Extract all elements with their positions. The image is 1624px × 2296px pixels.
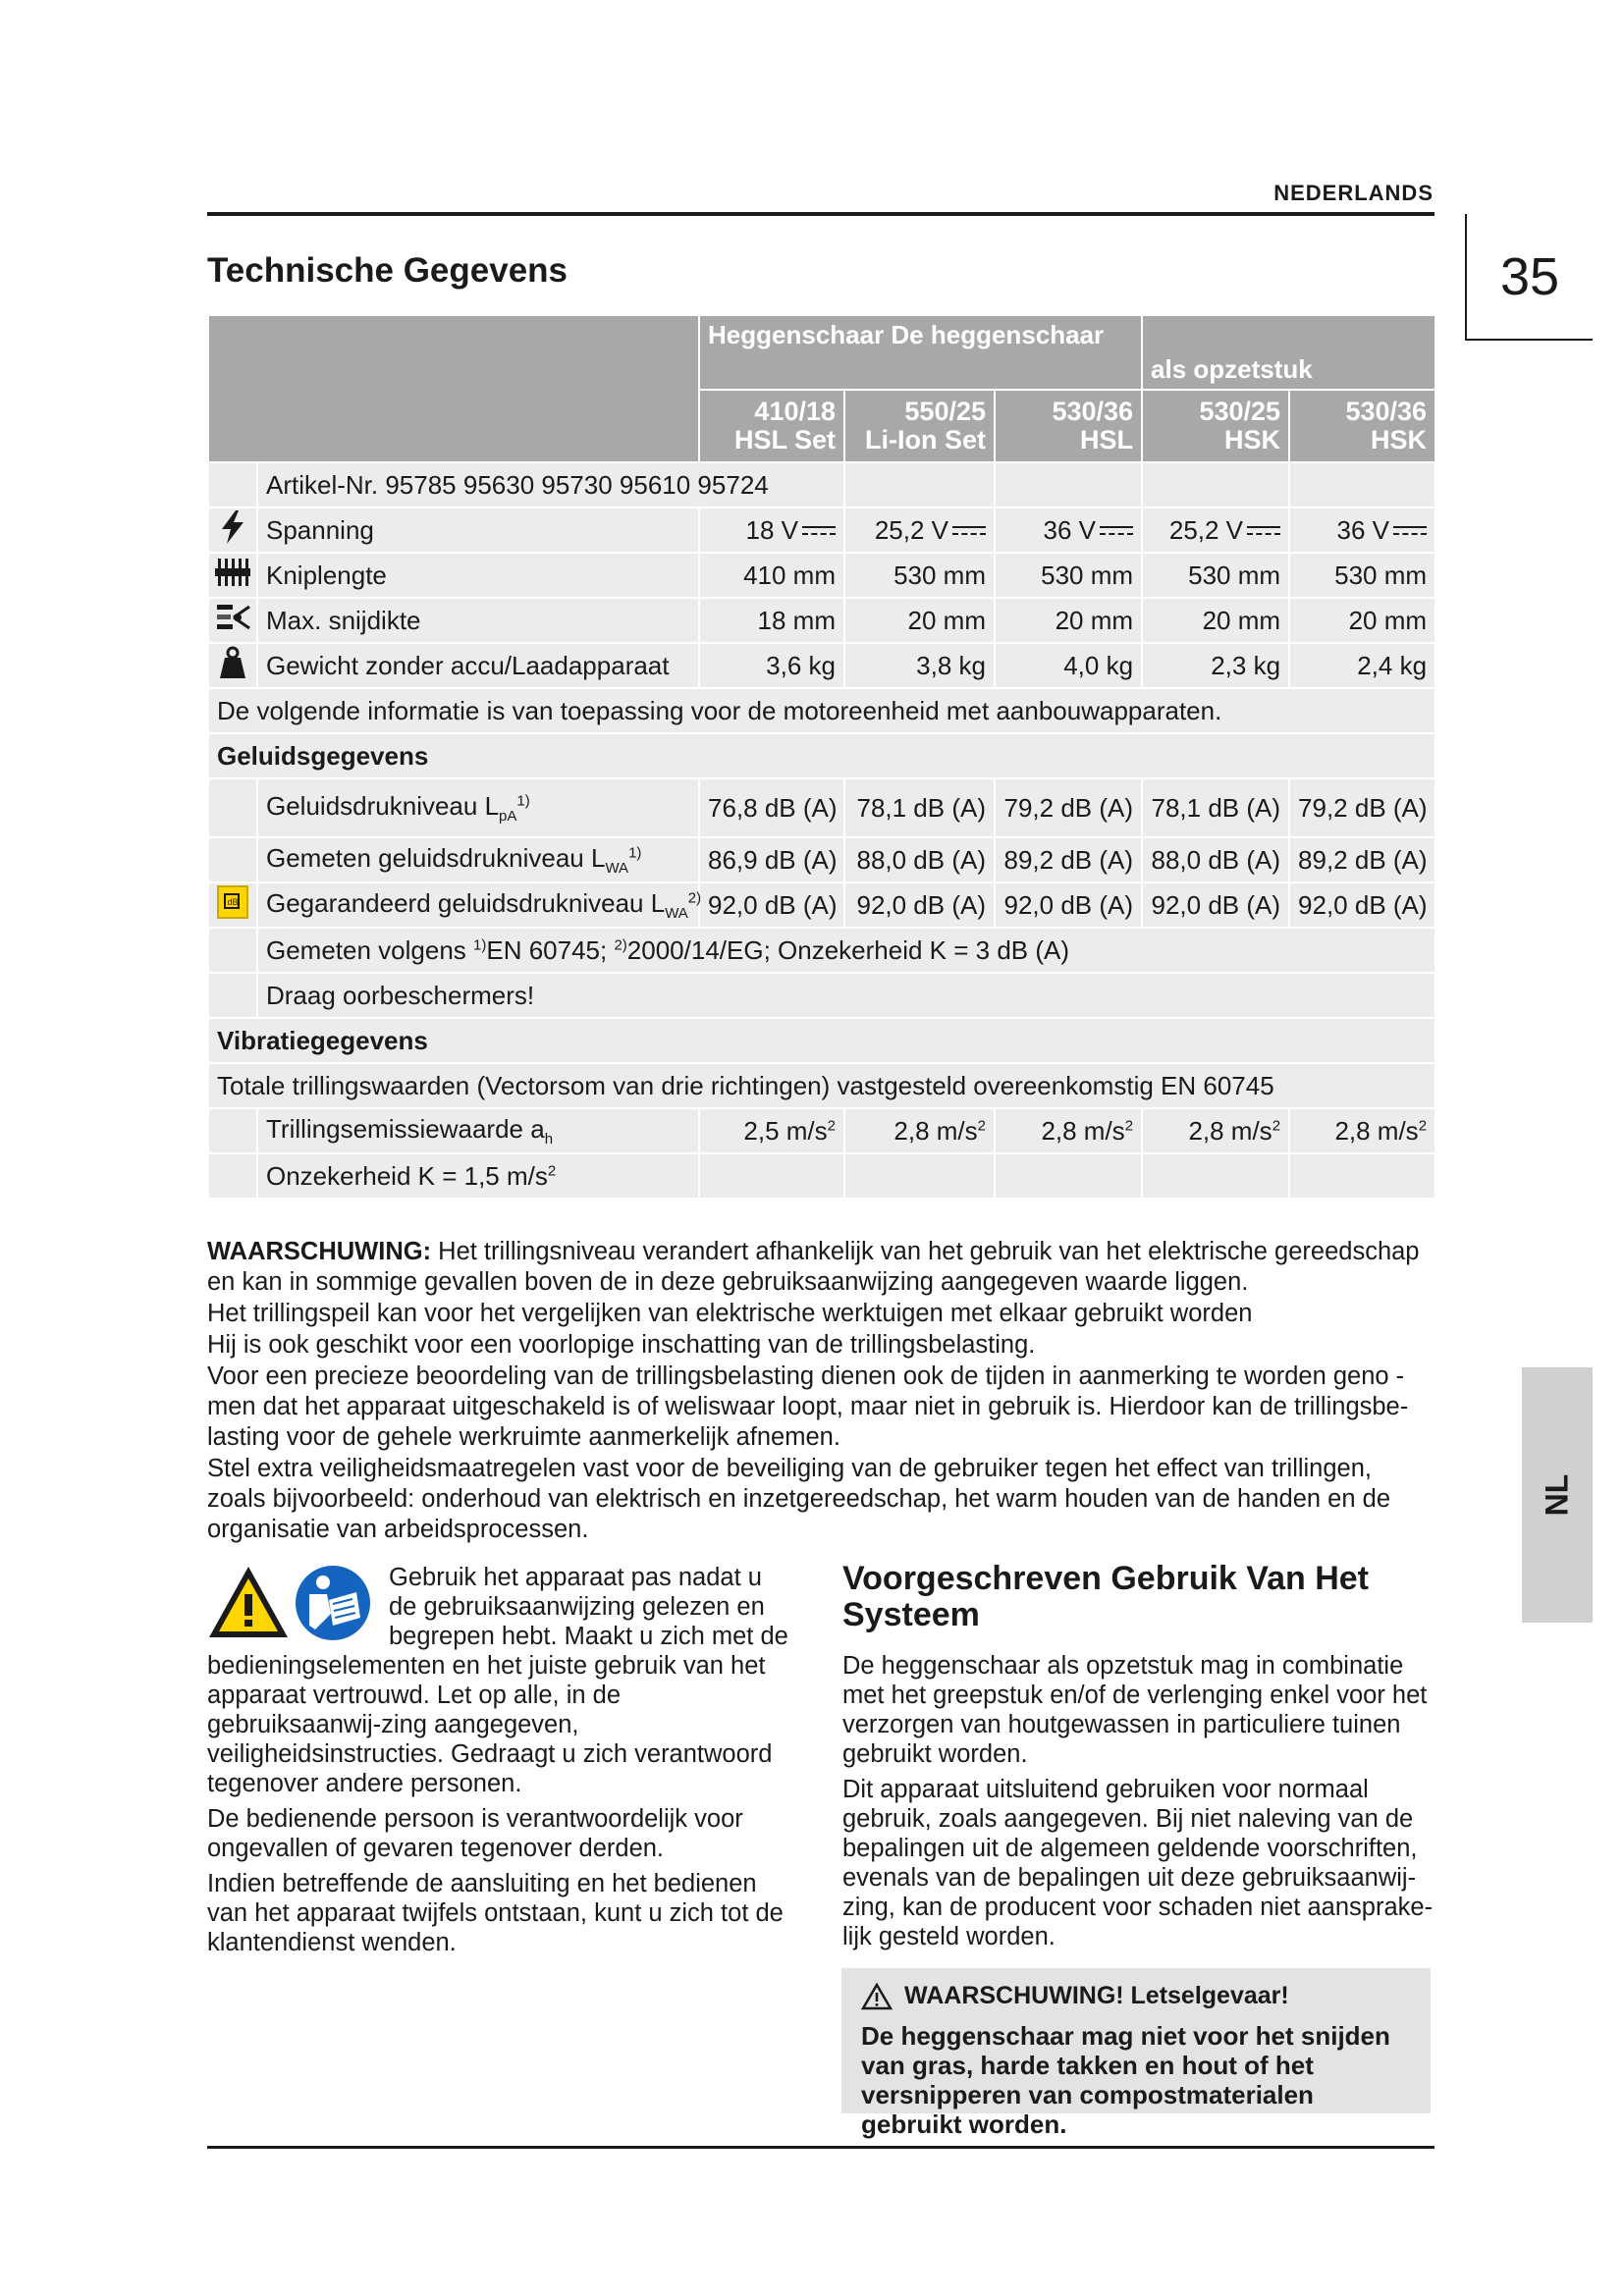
- top-rule: [207, 212, 1435, 216]
- model-header: 530/36 HSK: [1289, 390, 1435, 462]
- uncertainty-label: Onzekerheid K = 1,5 $m/s^2$: [257, 1153, 699, 1199]
- spec-value: 2,3 kg: [1142, 643, 1289, 688]
- spec-value: 36 V: [995, 507, 1142, 553]
- noise-value: 92,0 dB (A): [1289, 882, 1435, 928]
- warning-triangle-outline-icon: [861, 1983, 893, 2010]
- noise-label: Gemeten geluidsdrukniveau $L_{WA}^{1)}$: [257, 837, 699, 882]
- warning-paragraph: Stel extra veiligheidsmaatregelen vast voor de beveiliging van de gebruiker tegen het effect van trillingen, zoals bijvoorbeeld: onderhoud van elektrisch en inzetgereedschap, het warm houden van de handen en de organisatie van arbeidsprocessen.: [207, 1455, 1390, 1543]
- spec-value: 36 V: [1289, 507, 1435, 553]
- spec-value: 25,2 V: [1142, 507, 1289, 553]
- spec-label: Gewicht zonder accu/Laadapparaat: [257, 643, 699, 688]
- usage-paragraph: Gebruik het apparaat pas nadat u de gebruiksaanwijzing gelezen en begrepen hebt. Maakt u zich met de bedieningselementen en het juiste gebruik van het apparaat vertrouwd. Let op alle, in de gebruiksaanwij-zing aangegeven, veiligheidsinstructies. Gedraagt u zich verantwoord tegenover andere personen.: [207, 1564, 788, 1797]
- noise-value: 92,0 dB (A): [844, 882, 995, 928]
- warning-label: WAARSCHUWING:: [207, 1238, 432, 1265]
- warning-paragraph: Hij is ook geschikt voor een voorlopige inschatting van de trillingsbelasting.: [207, 1331, 1036, 1359]
- warning-triangle-icon: [209, 1567, 288, 1637]
- artikel-row: Artikel-Nr. 95785 95630 95730 95610 95724: [257, 462, 844, 507]
- spec-value: 20 mm: [844, 598, 995, 643]
- spec-value: 2,4 kg: [1289, 643, 1435, 688]
- vibration-info: Totale trillingswaarden (Vectorsom van drie richtingen) vastgesteld overeenkomstig EN 60745: [208, 1063, 1435, 1108]
- noise-value: 89,2 dB (A): [995, 837, 1142, 882]
- noise-value: 86,9 dB (A): [699, 837, 844, 882]
- noise-label: Gegarandeerd geluidsdrukniveau $L_{WA}^{2)}$: [257, 882, 699, 928]
- model-header: 550/25 Li-Ion Set: [844, 390, 995, 462]
- vibration-value: 2,8 $m/s^2$: [1289, 1108, 1435, 1153]
- vibration-warning: WAARSCHUWING: Het trillingsniveau verandert afhankelijk van het gebruik van het elektrische gereedschap en kan in sommige gevallen boven de in deze gebruiksaanwijzing aangegeven waarde liggen. Het trillingspeil kan voor het vergelijken van elektrische werktuigen met elkaar gebruikt worden Hij is ook geschikt voor een voorlopige inschatting van de trillingsbelasting. Voor een precieze beoordeling van de trillingsbelasting dienen ook de tijden in aanmerking te worden geno - men dat het apparaat uitgeschakeld is of weliswaar loopt, maar niet in gebruik is. Hierdoor kan de trillingsbe-lasting voor de gehele werkruimte aanmerkelijk afnemen. Stel extra veiligheidsmaatregelen vast voor de beveiliging van de gebruiker tegen het effect van trillingen, zoals bijvoorbeeld: onderhoud van elektrisch en inzetgereedschap, het warm houden van de handen en de organisatie van arbeidsprocessen.: [207, 1237, 1430, 1546]
- noise-heading: Geluidsgegevens: [208, 733, 1435, 778]
- language-side-tab: [1522, 1367, 1593, 1623]
- spec-value: 3,8 kg: [844, 643, 995, 688]
- safety-icons: [207, 1563, 389, 1643]
- vibration-heading: Vibratiegegevens: [208, 1018, 1435, 1063]
- warning-box-body: De heggenschaar mag niet voor het snijden van gras, harde takken en hout of het versnipperen van compostmaterialen gebruikt worden.: [861, 2021, 1390, 2139]
- warning-paragraph: Het trillingspeil kan voor het vergelijken van elektrische werktuigen met elkaar gebruikt worden: [207, 1300, 1253, 1327]
- noise-value: 78,1 dB (A): [844, 778, 995, 837]
- spec-value: 410 mm: [699, 553, 844, 598]
- spec-value: 3,6 kg: [699, 643, 844, 688]
- injury-warning-box: [841, 1968, 1431, 2139]
- noise-value: 88,0 dB (A): [1142, 837, 1289, 882]
- spec-value: 18 mm: [699, 598, 844, 643]
- spec-value: 20 mm: [1289, 598, 1435, 643]
- vibration-value: 2,8 $m/s^2$: [995, 1108, 1142, 1153]
- ear-protection-note: Draag oorbeschermers!: [257, 973, 1435, 1018]
- weight-icon: [208, 643, 257, 688]
- warning-paragraph: Voor een precieze beoordeling van de trillingsbelasting dienen ook de tijden in aanmerking te worden geno - men dat het apparaat uitgeschakeld is of weliswaar loopt, maar niet in gebruik is. Hierdoor kan de trillingsbe-lasting voor de gehele werkruimte aanmerkelijk afnemen.: [207, 1362, 1409, 1451]
- lightning-icon: [208, 507, 257, 553]
- noise-value: 76,8 dB (A): [699, 778, 844, 837]
- vibration-value: 2,8 $m/s^2$: [844, 1108, 995, 1153]
- model-header: 530/25 HSK: [1142, 390, 1289, 462]
- spec-value: 20 mm: [1142, 598, 1289, 643]
- branch-icon: [208, 598, 257, 643]
- table-corner: [208, 315, 699, 462]
- page-number: 35: [1465, 214, 1593, 341]
- side-tab-label: NL: [1539, 1473, 1575, 1517]
- bottom-rule: [207, 2146, 1435, 2149]
- spec-value: 18 V: [699, 507, 844, 553]
- noise-value: 89,2 dB (A): [1289, 837, 1435, 882]
- spec-value: 25,2 V: [844, 507, 995, 553]
- spec-label: Max. snijdikte: [257, 598, 699, 643]
- spec-value: 530 mm: [1142, 553, 1289, 598]
- noise-value: 78,1 dB (A): [1142, 778, 1289, 837]
- blade-icon: [208, 553, 257, 598]
- spec-value: 20 mm: [995, 598, 1142, 643]
- section-title: Technische Gegevens: [207, 251, 568, 290]
- noise-value: 79,2 dB (A): [1289, 778, 1435, 837]
- spec-label: Kniplengte: [257, 553, 699, 598]
- info-row: De volgende informatie is van toepassing voor de motoreenheid met aanbouwapparaten.: [208, 688, 1435, 733]
- spec-table: [207, 314, 1436, 1200]
- noise-value: 88,0 dB (A): [844, 837, 995, 882]
- left-column: [207, 1563, 796, 1963]
- spec-value: 530 mm: [844, 553, 995, 598]
- spec-value: 530 mm: [995, 553, 1142, 598]
- spec-value: 4,0 kg: [995, 643, 1142, 688]
- spec-value: 530 mm: [1289, 553, 1435, 598]
- vibration-value: 2,8 $m/s^2$: [1142, 1108, 1289, 1153]
- service-paragraph: Indien betreffende de aansluiting en het bedienen van het apparaat twijfels ontstaan, kunt u zich tot de klantendienst wenden.: [207, 1870, 784, 1956]
- vibration-label: Trillingsemissiewaarde $a_h$: [257, 1108, 699, 1153]
- noise-value: 79,2 dB (A): [995, 778, 1142, 837]
- spec-label: Spanning: [257, 507, 699, 553]
- warning-box-heading: WAARSCHUWING! Letselgevaar!: [861, 1982, 1289, 2010]
- liability-paragraph: Dit apparaat uitsluitend gebruiken voor normaal gebruik, zoals aangegeven. Bij niet naleving van de bepalingen uit de algemeen geldende voorschriften, evenals van de bepalingen uit deze gebruiksaanwij-zing, kan de producent voor schaden niet aansprake-lijk gesteld worden.: [842, 1776, 1434, 1950]
- intended-use-paragraph: De heggenschaar als opzetstuk mag in combinatie met het greepstuk en/of de verlenging enkel voor het verzorgen van houtgewassen in particuliere tuinen gebruikt worden.: [842, 1652, 1428, 1768]
- noise-value: 92,0 dB (A): [1142, 882, 1289, 928]
- table-header-main: Heggenschaar De heggenschaar: [699, 315, 1142, 390]
- svg-text:dB: dB: [227, 896, 239, 907]
- vibration-value: 2,5 $m/s^2$: [699, 1108, 844, 1153]
- table-header-attachment: als opzetstuk: [1142, 315, 1435, 390]
- noise-value: 92,0 dB (A): [995, 882, 1142, 928]
- sound-level-icon: [208, 882, 257, 928]
- model-header: 410/18 HSL Set: [699, 390, 844, 462]
- noise-label: Geluidsdrukniveau $L_{pA}^{1)}$: [257, 778, 699, 837]
- noise-value: 92,0 dB (A): [699, 882, 844, 928]
- read-manual-icon: [296, 1566, 370, 1640]
- language-header: NEDERLANDS: [1273, 181, 1434, 205]
- intended-use-title: Voorgeschreven Gebruik Van Het Systeem: [842, 1560, 1369, 1633]
- model-header: 530/36 HSL: [995, 390, 1142, 462]
- responsibility-paragraph: De bedienende persoon is verantwoordelijk voor ongevallen of gevaren tegenover derden.: [207, 1805, 743, 1862]
- right-column: [842, 1651, 1435, 1957]
- measured-standard: Gemeten volgens $^{1)}$EN 60745; $^{2)}$2000/14/EG; Onzekerheid K = 3 dB (A): [257, 928, 1435, 973]
